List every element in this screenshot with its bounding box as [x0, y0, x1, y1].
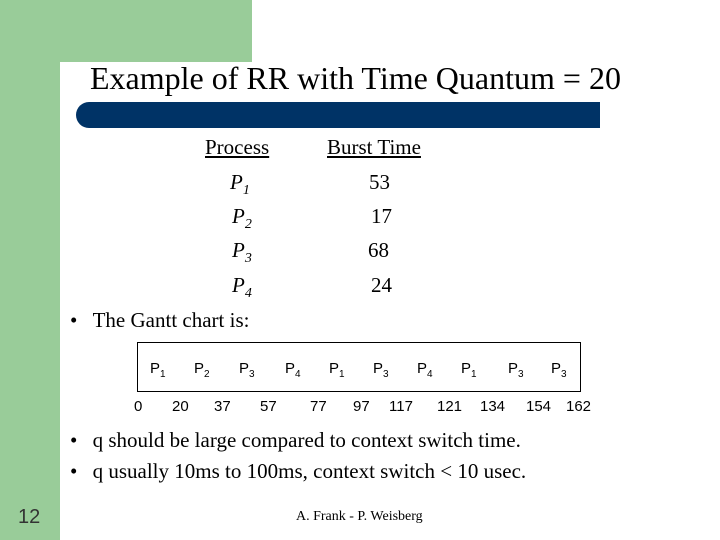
gantt-tick: 77 [310, 398, 327, 415]
green-left-band [0, 0, 60, 540]
title-underline-bar [76, 102, 600, 128]
process-p3: $P_3$ [232, 238, 252, 267]
bullet-text: q should be large compared to context switch time. [92, 428, 521, 452]
gantt-cell: $P_1$ [150, 360, 166, 380]
gantt-tick: 121 [437, 398, 463, 415]
gantt-cell: $P_3$ [551, 360, 567, 380]
gantt-tick: 37 [214, 398, 231, 415]
bullet-icon: • [70, 308, 78, 332]
bullet-icon: • [70, 459, 78, 483]
bullet-icon: • [70, 428, 78, 452]
gantt-cell: $P_3$ [373, 360, 389, 380]
bullet-gantt-intro [70, 308, 249, 333]
header-process: Process [205, 135, 270, 159]
burst-p1: 53 [369, 170, 390, 194]
gantt-tick: 162 [566, 398, 592, 415]
gantt-cell: $P_3$ [508, 360, 524, 380]
gantt-cell: $P_2$ [194, 360, 210, 380]
bullet-q-usual [70, 459, 526, 484]
process-p1: $P_1$ [230, 170, 250, 199]
gantt-tick: 97 [353, 398, 370, 415]
slide-title: Example of RR with Time Quantum = 20 [90, 60, 621, 96]
gantt-cell: $P_4$ [417, 360, 433, 380]
burst-p4: 24 [371, 273, 392, 297]
footer-author: A. Frank - P. Weisberg [296, 509, 423, 524]
bullet-q-large [70, 428, 521, 453]
gantt-tick: 154 [526, 398, 552, 415]
burst-p3: 68 [368, 238, 389, 262]
gantt-cell: $P_4$ [285, 360, 301, 380]
gantt-tick: 117 [389, 398, 413, 415]
bullet-text: The Gantt chart is: [92, 308, 250, 332]
header-burst-time: Burst Time [327, 135, 421, 159]
bullet-text: q usually 10ms to 100ms, context switch < 10 usec. [92, 459, 527, 483]
gantt-tick: 57 [260, 398, 277, 415]
gantt-cell: $P_3$ [239, 360, 255, 380]
burst-p2: 17 [371, 204, 392, 228]
process-p2: $P_2$ [232, 204, 252, 233]
gantt-tick: 20 [172, 398, 189, 415]
slide-number: 12 [18, 506, 41, 528]
green-top-band [0, 0, 252, 62]
gantt-tick: 0 [134, 398, 143, 415]
gantt-cell: $P_1$ [329, 360, 345, 380]
gantt-tick: 134 [480, 398, 506, 415]
gantt-cell: $P_1$ [461, 360, 477, 380]
process-p4: $P_4$ [232, 273, 252, 302]
